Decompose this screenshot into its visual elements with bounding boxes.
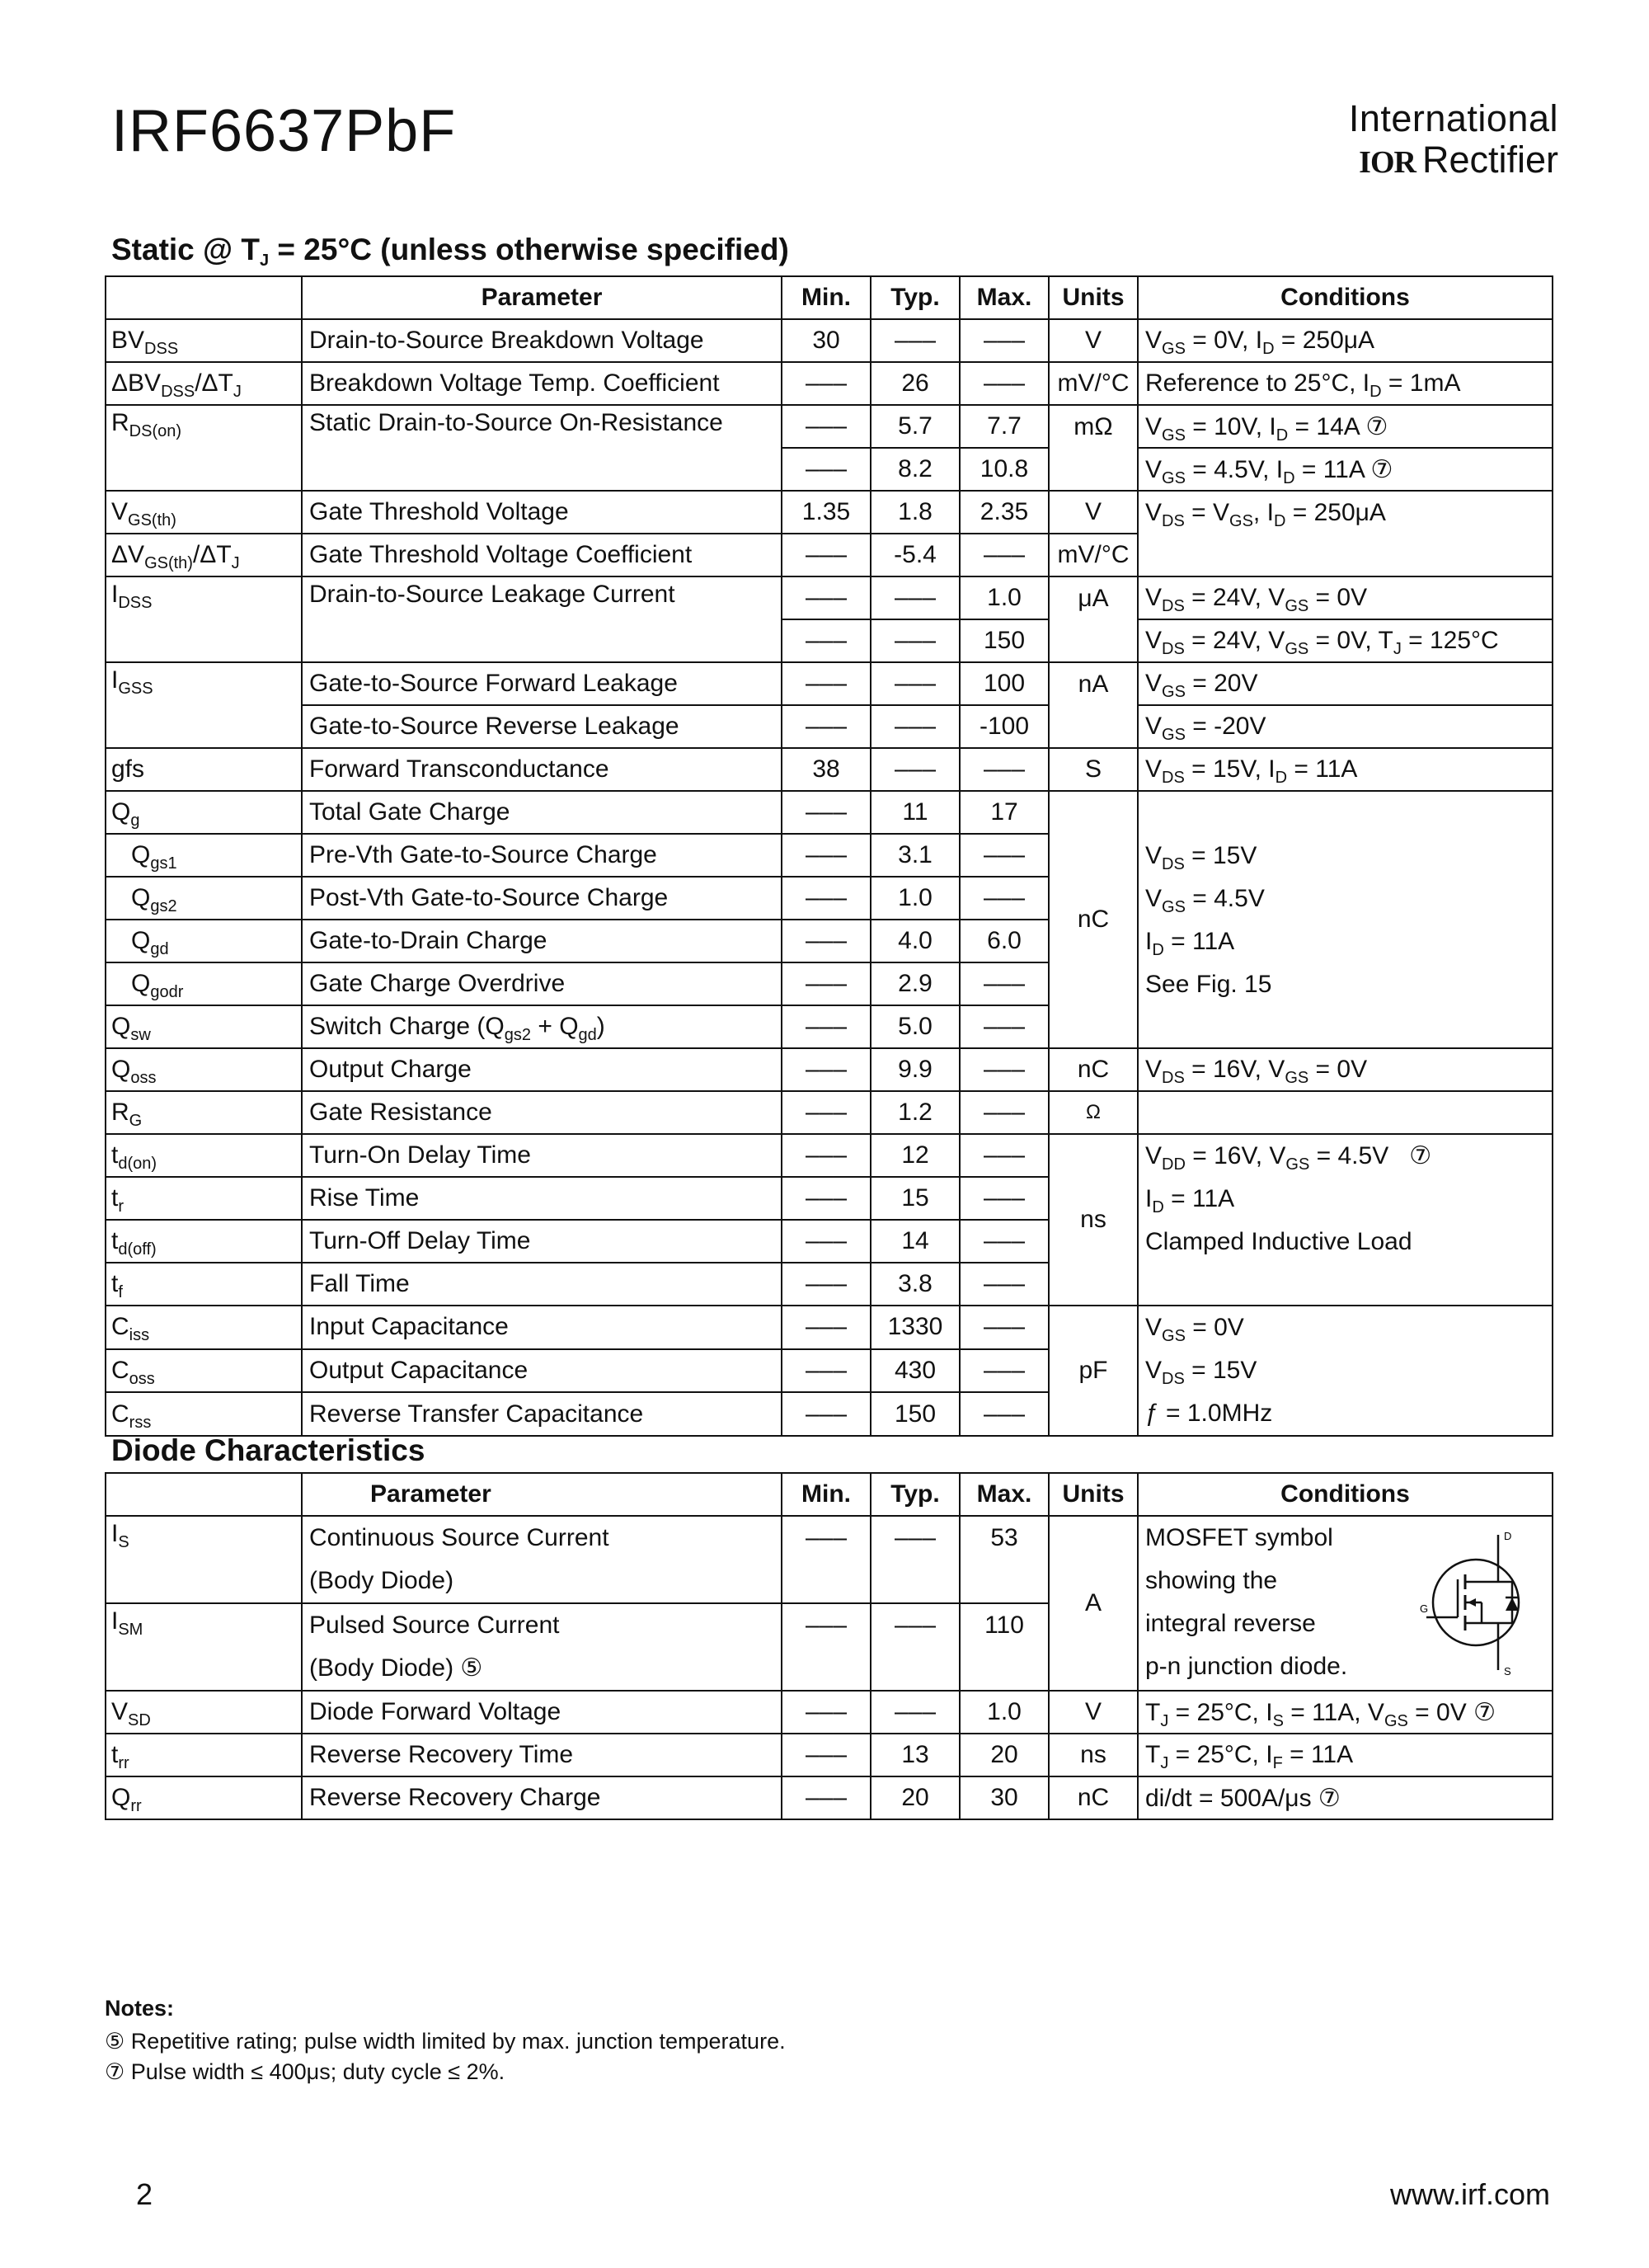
row-max: 17 bbox=[960, 791, 1049, 834]
row-max: -100 bbox=[960, 705, 1049, 748]
row-parameter: Fall Time bbox=[302, 1263, 782, 1306]
row-max: 7.7 bbox=[960, 405, 1049, 448]
col-header-conditions: Conditions bbox=[1138, 1473, 1553, 1516]
col-header-parameter: Parameter bbox=[302, 1473, 782, 1516]
row-min: ––– bbox=[782, 1134, 871, 1177]
table-row bbox=[106, 662, 1553, 705]
row-min: ––– bbox=[782, 662, 871, 705]
note-item: ⑦ Pulse width ≤ 400μs; duty cycle ≤ 2%. bbox=[105, 2059, 505, 2084]
row-max: 110 bbox=[960, 1603, 1049, 1691]
diode-section-title: Diode Characteristics bbox=[111, 1433, 425, 1467]
row-min: ––– bbox=[782, 534, 871, 576]
row-typ: ––– bbox=[871, 748, 960, 791]
table-row bbox=[106, 1776, 1553, 1819]
row-max: ––– bbox=[960, 962, 1049, 1005]
row-max: 53 bbox=[960, 1516, 1049, 1603]
table-row bbox=[106, 791, 1553, 834]
static-section-title: Static @ $T_J = 25^\circ C$ (unless otherwise specified) bbox=[111, 233, 789, 270]
row-typ: 12 bbox=[871, 1134, 960, 1177]
row-max: ––– bbox=[960, 834, 1049, 877]
table-row bbox=[106, 748, 1553, 791]
table-row bbox=[106, 705, 1553, 748]
row-symbol: $Q_{gs2}$ bbox=[106, 877, 302, 920]
row-parameter: Turn-Off Delay Time bbox=[302, 1220, 782, 1263]
row-parameter: Continuous Source Current (Body Diode) bbox=[302, 1516, 782, 1603]
row-min: ––– bbox=[782, 877, 871, 920]
row-conditions: $V_{DS} = 16V$, $V_{GS} = 0V$ bbox=[1138, 1048, 1553, 1091]
row-max: 150 bbox=[960, 619, 1049, 662]
diode-characteristics-table bbox=[105, 1472, 1553, 1820]
row-conditions bbox=[1138, 534, 1553, 576]
row-max: ––– bbox=[960, 1306, 1049, 1349]
row-parameter: Output Capacitance bbox=[302, 1349, 782, 1393]
row-min: 30 bbox=[782, 319, 871, 362]
row-symbol: $Q_{gs1}$ bbox=[106, 834, 302, 877]
row-max: ––– bbox=[960, 1220, 1049, 1263]
row-typ: ––– bbox=[871, 1516, 960, 1603]
row-min: ––– bbox=[782, 362, 871, 405]
row-units: nC bbox=[1049, 1048, 1138, 1091]
row-symbol: $V_{GS(th)}$ bbox=[106, 491, 302, 534]
row-max: ––– bbox=[960, 1091, 1049, 1134]
row-units: ns bbox=[1049, 1134, 1138, 1306]
row-max: ––– bbox=[960, 1263, 1049, 1306]
row-max: 100 bbox=[960, 662, 1049, 705]
row-typ: 20 bbox=[871, 1776, 960, 1819]
row-conditions: Reference to 25°C, $I_D = 1mA$ bbox=[1138, 362, 1553, 405]
row-parameter: Pulsed Source Current (Body Diode) ⑤ bbox=[302, 1603, 782, 1691]
row-typ: 1.8 bbox=[871, 491, 960, 534]
row-min: ––– bbox=[782, 791, 871, 834]
row-conditions: $V_{DS} = 15V$ $V_{GS} = 4.5V$ $I_D = 11A$ See Fig. 15 bbox=[1138, 791, 1553, 1048]
part-number: IRF6637PbF bbox=[111, 98, 457, 164]
row-symbol: $t_{d(off)}$ bbox=[106, 1220, 302, 1263]
row-symbol: $V_{SD}$ bbox=[106, 1691, 302, 1734]
row-parameter: Gate Resistance bbox=[302, 1091, 782, 1134]
page-number: 2 bbox=[136, 2177, 153, 2211]
row-max: ––– bbox=[960, 362, 1049, 405]
row-typ: ––– bbox=[871, 619, 960, 662]
row-symbol: $Q_{oss}$ bbox=[106, 1048, 302, 1091]
row-parameter: Drain-to-Source Breakdown Voltage bbox=[302, 319, 782, 362]
row-units: pF bbox=[1049, 1306, 1138, 1436]
row-typ: 4.0 bbox=[871, 920, 960, 962]
row-conditions: $V_{DS} = 15V$, $I_D = 11A$ bbox=[1138, 748, 1553, 791]
row-typ: 430 bbox=[871, 1349, 960, 1393]
row-parameter: Diode Forward Voltage bbox=[302, 1691, 782, 1734]
row-conditions: $V_{DS} = V_{GS}$, $I_D = 250\mu A$ bbox=[1138, 491, 1553, 534]
logo-mark: IOR bbox=[1359, 145, 1416, 180]
row-symbol: $t_f$ bbox=[106, 1263, 302, 1306]
row-conditions: di/dt = 500A/μs ⑦ bbox=[1138, 1776, 1553, 1819]
static-characteristics-table bbox=[105, 275, 1553, 1437]
row-max: 2.35 bbox=[960, 491, 1049, 534]
row-parameter: Total Gate Charge bbox=[302, 791, 782, 834]
row-min: 38 bbox=[782, 748, 871, 791]
row-typ: ––– bbox=[871, 576, 960, 619]
row-typ: 26 bbox=[871, 362, 960, 405]
row-max: 1.0 bbox=[960, 1691, 1049, 1734]
row-typ: -5.4 bbox=[871, 534, 960, 576]
row-parameter: Turn-On Delay Time bbox=[302, 1134, 782, 1177]
row-parameter: Breakdown Voltage Temp. Coefficient bbox=[302, 362, 782, 405]
row-min: ––– bbox=[782, 1177, 871, 1220]
row-typ: 3.8 bbox=[871, 1263, 960, 1306]
col-header-min: Min. bbox=[782, 1473, 871, 1516]
row-conditions: $V_{GS} = 20V$ bbox=[1138, 662, 1553, 705]
row-min: ––– bbox=[782, 920, 871, 962]
row-min: ––– bbox=[782, 1091, 871, 1134]
row-max: ––– bbox=[960, 1134, 1049, 1177]
row-typ: ––– bbox=[871, 1603, 960, 1691]
row-units: V bbox=[1049, 319, 1138, 362]
table-row bbox=[106, 448, 1553, 491]
row-conditions: $T_J = 25^\circ C$, $I_S = 11A$, $V_{GS} = 0V$ ⑦ bbox=[1138, 1691, 1553, 1734]
col-header-parameter: Parameter bbox=[302, 276, 782, 319]
row-max: 6.0 bbox=[960, 920, 1049, 962]
row-typ: 1330 bbox=[871, 1306, 960, 1349]
row-min: ––– bbox=[782, 1349, 871, 1393]
row-max: ––– bbox=[960, 748, 1049, 791]
row-parameter: Forward Transconductance bbox=[302, 748, 782, 791]
row-units: nC bbox=[1049, 791, 1138, 1048]
row-parameter: Gate Charge Overdrive bbox=[302, 962, 782, 1005]
row-max: 10.8 bbox=[960, 448, 1049, 491]
row-typ: 150 bbox=[871, 1392, 960, 1436]
row-parameter: Output Charge bbox=[302, 1048, 782, 1091]
row-symbol: $Q_g$ bbox=[106, 791, 302, 834]
col-header-max: Max. bbox=[960, 1473, 1049, 1516]
row-max: 20 bbox=[960, 1734, 1049, 1776]
row-parameter: Gate Threshold Voltage Coefficient bbox=[302, 534, 782, 576]
row-parameter: Drain-to-Source Leakage Current bbox=[302, 576, 782, 619]
row-min: ––– bbox=[782, 1392, 871, 1436]
row-symbol: $I_{GSS}$ bbox=[106, 662, 302, 705]
row-typ: 3.1 bbox=[871, 834, 960, 877]
row-max: ––– bbox=[960, 1349, 1049, 1393]
col-header-min: Min. bbox=[782, 276, 871, 319]
row-min: ––– bbox=[782, 1603, 871, 1691]
row-conditions: $V_{GS} = 4.5V$, $I_D = 11A$ ⑦ bbox=[1138, 448, 1553, 491]
row-parameter: Gate-to-Drain Charge bbox=[302, 920, 782, 962]
row-conditions: $V_{GS} = 0V$ $V_{DS} = 15V$ ƒ = 1.0MHz bbox=[1138, 1306, 1553, 1436]
row-max: ––– bbox=[960, 534, 1049, 576]
row-typ: 1.2 bbox=[871, 1091, 960, 1134]
mosfet-symbol-cell: MOSFET symbol showing the integral reverse p-n junction diode. D G S bbox=[1138, 1516, 1553, 1691]
row-symbol: $\Delta V_{GS(th)}/\Delta T_J$ bbox=[106, 534, 302, 576]
row-units: mV/°C bbox=[1049, 534, 1138, 576]
table-row bbox=[106, 1691, 1553, 1734]
row-parameter: Gate-to-Source Forward Leakage bbox=[302, 662, 782, 705]
row-min: ––– bbox=[782, 1048, 871, 1091]
row-units: nA bbox=[1049, 662, 1138, 705]
row-symbol: $R_G$ bbox=[106, 1091, 302, 1134]
table-row bbox=[106, 534, 1553, 576]
row-typ: 2.9 bbox=[871, 962, 960, 1005]
row-typ: 5.0 bbox=[871, 1005, 960, 1048]
logo-line1: International bbox=[1348, 97, 1558, 139]
row-symbol: $I_S$ bbox=[106, 1516, 302, 1603]
col-header-units: Units bbox=[1049, 276, 1138, 319]
row-units: V bbox=[1049, 1691, 1138, 1734]
row-units: V bbox=[1049, 491, 1138, 534]
row-parameter: Gate Threshold Voltage bbox=[302, 491, 782, 534]
table-row bbox=[106, 405, 1553, 448]
row-symbol: $C_{iss}$ bbox=[106, 1306, 302, 1349]
row-symbol: $\Delta BV_{DSS}/\Delta T_J$ bbox=[106, 362, 302, 405]
row-symbol: $t_r$ bbox=[106, 1177, 302, 1220]
row-min: ––– bbox=[782, 1734, 871, 1776]
row-min: ––– bbox=[782, 1005, 871, 1048]
row-symbol: $Q_{gd}$ bbox=[106, 920, 302, 962]
row-parameter: Pre-Vth Gate-to-Source Charge bbox=[302, 834, 782, 877]
row-parameter: Static Drain-to-Source On-Resistance bbox=[302, 405, 782, 448]
row-typ: 9.9 bbox=[871, 1048, 960, 1091]
row-parameter: Reverse Transfer Capacitance bbox=[302, 1392, 782, 1436]
row-min: ––– bbox=[782, 576, 871, 619]
row-min: ––– bbox=[782, 1691, 871, 1734]
row-parameter: Post-Vth Gate-to-Source Charge bbox=[302, 877, 782, 920]
notes-title: Notes: bbox=[105, 1996, 175, 2021]
row-min: 1.35 bbox=[782, 491, 871, 534]
row-conditions: $V_{DS} = 24V$, $V_{GS} = 0V$ bbox=[1138, 576, 1553, 619]
row-units: S bbox=[1049, 748, 1138, 791]
row-max: 30 bbox=[960, 1776, 1049, 1819]
row-conditions: $V_{DD} = 16V$, $V_{GS} = 4.5V$ ⑦ $I_D = 11A$ Clamped Inductive Load bbox=[1138, 1134, 1553, 1306]
row-typ: 5.7 bbox=[871, 405, 960, 448]
row-min: ––– bbox=[782, 1776, 871, 1819]
row-min: ––– bbox=[782, 1263, 871, 1306]
col-header-conditions: Conditions bbox=[1138, 276, 1553, 319]
table-row bbox=[106, 491, 1553, 534]
row-min: ––– bbox=[782, 962, 871, 1005]
row-units: Ω bbox=[1049, 1091, 1138, 1134]
row-units: mV/°C bbox=[1049, 362, 1138, 405]
row-min: ––– bbox=[782, 1516, 871, 1603]
table-row bbox=[106, 1734, 1553, 1776]
row-typ: 14 bbox=[871, 1220, 960, 1263]
col-header-max: Max. bbox=[960, 276, 1049, 319]
row-symbol: $Q_{sw}$ bbox=[106, 1005, 302, 1048]
table-row bbox=[106, 619, 1553, 662]
row-min: ––– bbox=[782, 1306, 871, 1349]
row-conditions: $V_{GS} = -20V$ bbox=[1138, 705, 1553, 748]
logo-word: Rectifier bbox=[1421, 139, 1558, 181]
row-typ: ––– bbox=[871, 662, 960, 705]
table-row bbox=[106, 319, 1553, 362]
mosfet-symbol-icon bbox=[1420, 1528, 1543, 1677]
row-typ: ––– bbox=[871, 1691, 960, 1734]
row-parameter: Switch Charge $(Q_{gs2} + Q_{gd})$ bbox=[302, 1005, 782, 1048]
table-row bbox=[106, 1048, 1553, 1091]
company-logo bbox=[1348, 97, 1558, 181]
row-parameter: Reverse Recovery Charge bbox=[302, 1776, 782, 1819]
row-conditions: $V_{GS} = 10V$, $I_D = 14A$ ⑦ bbox=[1138, 405, 1553, 448]
table-header-row bbox=[106, 1473, 1553, 1516]
table-row bbox=[106, 362, 1553, 405]
row-symbol: $Q_{godr}$ bbox=[106, 962, 302, 1005]
row-typ: ––– bbox=[871, 319, 960, 362]
row-symbol: $R_{DS(on)}$ bbox=[106, 405, 302, 448]
row-symbol: $t_{d(on)}$ bbox=[106, 1134, 302, 1177]
row-symbol: $BV_{DSS}$ bbox=[106, 319, 302, 362]
row-parameter: Rise Time bbox=[302, 1177, 782, 1220]
row-parameter: Input Capacitance bbox=[302, 1306, 782, 1349]
pin-label-g: G bbox=[1420, 1602, 1429, 1615]
row-typ: 15 bbox=[871, 1177, 960, 1220]
footer-url[interactable]: www.irf.com bbox=[1389, 2177, 1550, 2211]
row-units: A bbox=[1049, 1516, 1138, 1691]
row-max: ––– bbox=[960, 1005, 1049, 1048]
row-symbol: $t_{rr}$ bbox=[106, 1734, 302, 1776]
row-parameter: Reverse Recovery Time bbox=[302, 1734, 782, 1776]
row-symbol: $Q_{rr}$ bbox=[106, 1776, 302, 1819]
row-max: ––– bbox=[960, 877, 1049, 920]
row-units: μA bbox=[1049, 576, 1138, 619]
row-conditions: $T_J = 25^\circ C$, $I_F = 11A$ bbox=[1138, 1734, 1553, 1776]
col-header-units: Units bbox=[1049, 1473, 1138, 1516]
table-row bbox=[106, 1306, 1553, 1349]
table-row bbox=[106, 576, 1553, 619]
row-typ: 8.2 bbox=[871, 448, 960, 491]
row-max: ––– bbox=[960, 1177, 1049, 1220]
row-symbol: gfs bbox=[106, 748, 302, 791]
row-max: ––– bbox=[960, 1048, 1049, 1091]
logo-line2 bbox=[1359, 139, 1558, 181]
row-min: ––– bbox=[782, 619, 871, 662]
row-symbol: $I_{SM}$ bbox=[106, 1603, 302, 1691]
col-header-typ: Typ. bbox=[871, 276, 960, 319]
row-max: ––– bbox=[960, 1392, 1049, 1436]
row-units: nC bbox=[1049, 1776, 1138, 1819]
row-min: ––– bbox=[782, 1220, 871, 1263]
row-symbol: $C_{oss}$ bbox=[106, 1349, 302, 1393]
row-min: ––– bbox=[782, 834, 871, 877]
row-symbol: $C_{rss}$ bbox=[106, 1392, 302, 1436]
row-min: ––– bbox=[782, 448, 871, 491]
row-typ: 1.0 bbox=[871, 877, 960, 920]
note-item: ⑤ Repetitive rating; pulse width limited by max. junction temperature. bbox=[105, 2029, 786, 2054]
row-units: mΩ bbox=[1049, 405, 1138, 448]
row-conditions: $V_{GS} = 0V$, $I_D = 250\mu A$ bbox=[1138, 319, 1553, 362]
table-header-row bbox=[106, 276, 1553, 319]
col-header-typ: Typ. bbox=[871, 1473, 960, 1516]
row-parameter: Gate-to-Source Reverse Leakage bbox=[302, 705, 782, 748]
row-typ: ––– bbox=[871, 705, 960, 748]
row-symbol: $I_{DSS}$ bbox=[106, 576, 302, 619]
row-units: ns bbox=[1049, 1734, 1138, 1776]
pin-label-s: S bbox=[1504, 1665, 1511, 1677]
row-conditions: $V_{DS} = 24V$, $V_{GS} = 0V$, $T_J = 125^\circ C$ bbox=[1138, 619, 1553, 662]
row-typ: 11 bbox=[871, 791, 960, 834]
table-row bbox=[106, 1091, 1553, 1134]
row-min: ––– bbox=[782, 405, 871, 448]
row-min: ––– bbox=[782, 705, 871, 748]
row-conditions bbox=[1138, 1091, 1553, 1134]
row-max: 1.0 bbox=[960, 576, 1049, 619]
row-max: ––– bbox=[960, 319, 1049, 362]
row-typ: 13 bbox=[871, 1734, 960, 1776]
table-row bbox=[106, 1134, 1553, 1177]
pin-label-d: D bbox=[1504, 1530, 1512, 1542]
